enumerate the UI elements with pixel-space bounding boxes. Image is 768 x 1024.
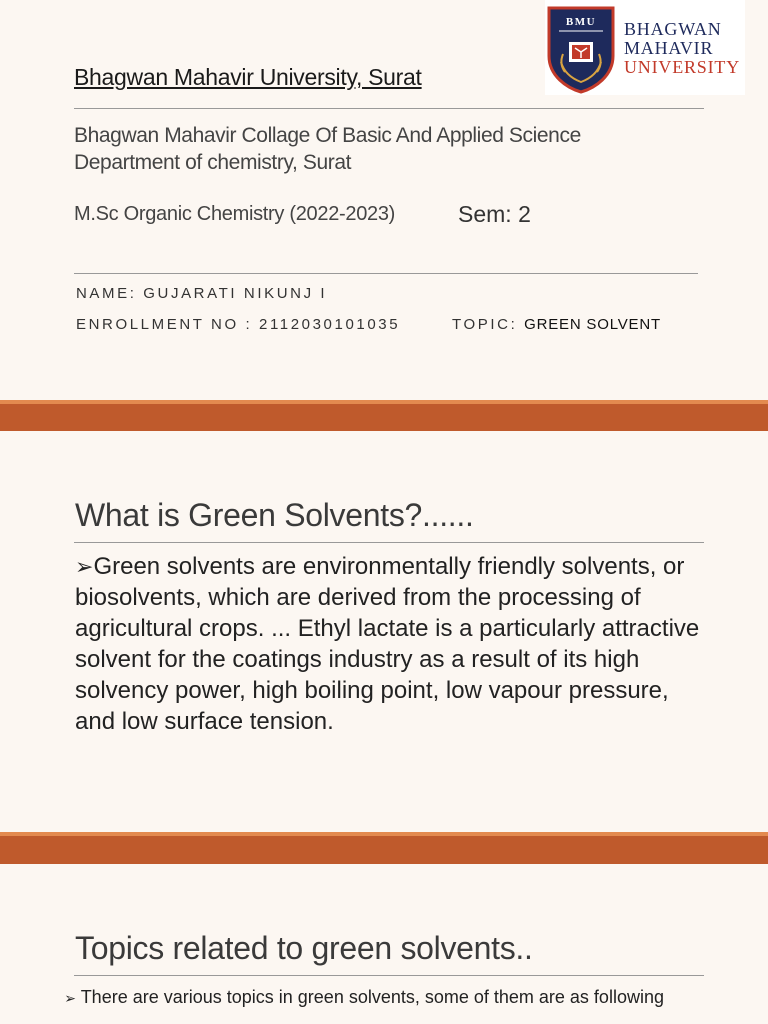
- topics-slide: [0, 864, 768, 1024]
- logo-name-line2: MAHAVIR: [624, 38, 714, 58]
- definition-slide: [0, 431, 768, 832]
- slide-separator: [0, 832, 768, 864]
- college-name: Bhagwan Mahavir Collage Of Basic And Applied Science: [74, 124, 581, 147]
- divider: [74, 273, 698, 274]
- logo-name-line3: UNIVERSITY: [624, 57, 740, 77]
- topics-text: There are various topics in green solvents, some of them are as following: [80, 987, 664, 1007]
- university-title: Bhagwan Mahavir University, Surat: [74, 64, 422, 90]
- topic: [452, 316, 661, 333]
- logo-wordmark: [624, 20, 740, 77]
- topic-label: TOPIC:: [452, 316, 518, 333]
- department-name: Department of chemistry, Surat: [74, 151, 352, 174]
- enrollment-number: ENROLLMENT NO : 2112030101035: [76, 316, 401, 333]
- logo-badge-text: BMU: [565, 16, 597, 28]
- logo-name-line1: BHAGWAN: [624, 19, 722, 39]
- university-logo: [545, 0, 745, 95]
- topic-value: GREEN SOLVENT: [524, 316, 661, 333]
- divider: [74, 975, 704, 976]
- bullet-arrow-icon: ➢: [75, 554, 94, 579]
- shield-icon: [545, 4, 617, 94]
- college-info: [74, 122, 581, 176]
- divider: [74, 542, 704, 543]
- bullet-arrow-icon: ➢: [64, 990, 76, 1006]
- student-name: NAME: GUJARATI NIKUNJ I: [76, 285, 328, 302]
- topics-paragraph: [62, 986, 702, 1010]
- definition-paragraph: [75, 551, 705, 737]
- course-name: M.Sc Organic Chemistry (2022-2023): [74, 203, 396, 225]
- semester: Sem: 2: [458, 201, 531, 227]
- slide-separator: [0, 400, 768, 431]
- title-slide: [0, 0, 768, 400]
- divider: [74, 108, 704, 109]
- definition-text: Green solvents are environmentally friendly solvents, or biosolvents, which are derived from the processing of agricultural crops. ... Ethyl lactate is a particularly attractive solvent for the coatings industry as a result of its high solvency power, high boiling point, low vapour pressure, and low surface tension.: [75, 553, 700, 735]
- slide-title: Topics related to green solvents..: [75, 930, 533, 966]
- slide-title: What is Green Solvents?......: [75, 497, 474, 533]
